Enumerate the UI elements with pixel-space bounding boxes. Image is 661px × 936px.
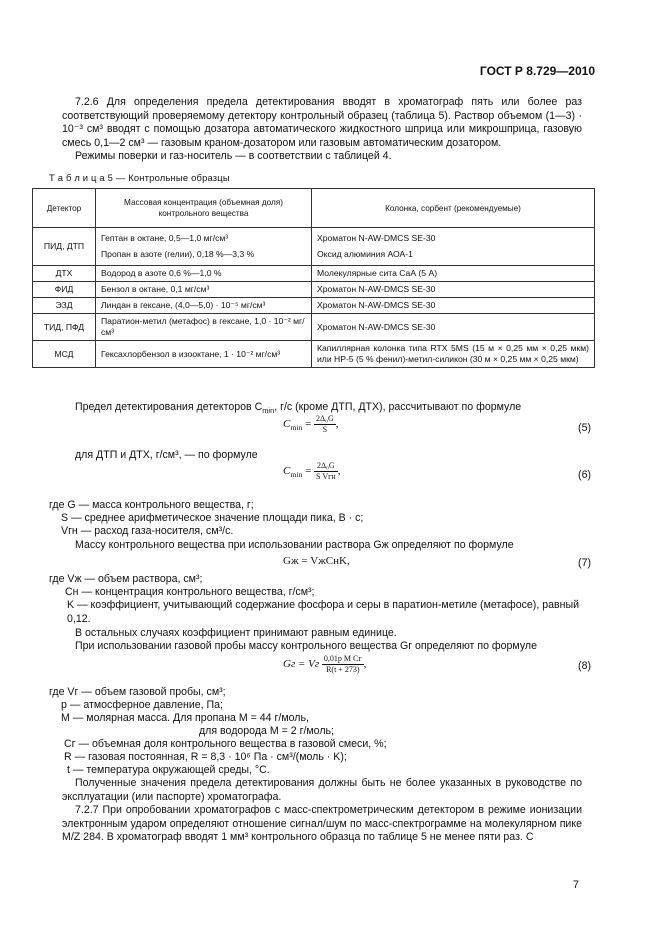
- table-header-cell: Колонка, сорбент (рекомендуемые): [312, 189, 595, 228]
- paragraph-gas: При использовании газовой пробы массу контрольного вещества Gг определяют по формуле: [75, 640, 537, 652]
- formula-lhs: Gг = Vг: [283, 658, 320, 671]
- paragraph-7-2-7: 7.2.7 При опробовании хроматографов с масс-спектрометрическим детектором в режиме ионизации электронным ударом определяют отношение сигнал/шум по масс-спектрограмме на молекулярном пике M/Z 284. В хроматограф вводят 1 мм³ контрольного образца по таблице 5 не менее пяти раз. С: [62, 804, 582, 843]
- where-item: R — газовая постоянная, R = 8,3 · 10⁶ Па · см³/(моль · K);: [64, 751, 347, 763]
- substance-cell: Гексахлорбензол в изооктане, 1 · 10⁻² мг/см³: [96, 341, 312, 368]
- where-item: для водорода M = 2 г/моль;: [199, 725, 334, 737]
- substance-line: Пропан в азоте (гелии), 0,18 %—3,3 %: [101, 249, 255, 259]
- substance-cell: Водород в азоте 0,6 %—1,0 %: [96, 266, 312, 282]
- substance-cell: [96, 228, 312, 266]
- substance-line: Гептан в октане, 0,5—1,0 мг/см³: [101, 233, 229, 243]
- table-header-cell: Массовая концентрация (объемная доля) контрольного вещества: [96, 189, 312, 228]
- paragraph-mass: Массу контрольного вещества при использовании раствора Gж определяют по формуле: [75, 539, 514, 551]
- formula-5: $C_{min}$ = $\frac{\text{2Δ₀G}}{S}$ ,: [283, 414, 339, 434]
- formula-lhs: C: [283, 418, 291, 431]
- where-item: S — среднее арифметическое значение площади пика, В · с;: [61, 512, 364, 524]
- equation-number-8: (8): [578, 660, 591, 672]
- paragraph-regimes: Режимы поверки и газ-носитель — в соответствии с таблицей 4.: [75, 150, 392, 162]
- table-header-row: [33, 189, 595, 228]
- detector-cell: ФИД: [33, 282, 96, 298]
- formula-lhs: C: [283, 465, 291, 478]
- column-cell: [312, 228, 595, 266]
- detector-cell: ДТХ: [33, 266, 96, 282]
- where-item: где Vг — объем газовой пробы, см³;: [49, 686, 226, 698]
- equation-number-5: (5): [578, 422, 591, 434]
- column-cell: Хроматон N-AW-DMCS SE-30: [312, 298, 595, 314]
- column-cell: Капиллярная колонка типа RTX 5MS (15 м × 0,25 мм × 0,25 мкм) или НР-5 (5 % фенил)-метил-силикон (30 м × 0,25 мм × 0,25 мкм): [312, 341, 595, 368]
- detector-cell: ПИД, ДТП: [33, 228, 96, 266]
- where-item: Vгн — расход газа-носителя, см³/с.: [61, 525, 234, 537]
- table-row: [33, 298, 595, 314]
- paragraph-other-cases: В остальных случаях коэффициент принимают равным единице.: [75, 627, 397, 639]
- denominator: S: [322, 425, 328, 434]
- column-cell: Хроматон N-AW-DMCS SE-30: [312, 314, 595, 341]
- subscript: min: [290, 470, 303, 480]
- column-line: Оксид алюминия АОА-1: [317, 249, 413, 259]
- column-cell: Хроматон N-AW-DMCS SE-30: [312, 282, 595, 298]
- numerator: 2Δ₀G: [314, 461, 338, 472]
- document-header: ГОСТ Р 8.729—2010: [479, 64, 595, 78]
- page-number: 7: [572, 879, 579, 891]
- table-caption: Т а б л и ц а 5 — Контрольные образцы: [49, 172, 230, 183]
- where-item: Cн — концентрация контрольного вещества, г/см³;: [65, 586, 315, 598]
- where-item: где Vж — объем раствора, см³;: [49, 573, 203, 585]
- denominator: R(t + 273): [326, 665, 360, 674]
- formula-6: $C_{min}$ = $\frac{\text{2Δ₀G}}{\text{S Vгн}}$ ,: [283, 461, 341, 481]
- numerator: 0,01p M Cг: [323, 654, 362, 663]
- paragraph-dtp: для ДТП и ДТХ, г/см³, — по формуле: [75, 449, 258, 461]
- subscript: min: [262, 406, 275, 416]
- numerator: 2Δ₀G: [316, 414, 334, 423]
- denominator: S Vгн: [316, 472, 336, 481]
- fraction: [314, 414, 336, 435]
- detector-cell: ЭЗД: [33, 298, 96, 314]
- paragraph-results: Полученные значения предела детектирования должны быть не более указанных в руководстве по эксплуатации (или паспорте) хроматографа.: [62, 777, 582, 803]
- table-row: [33, 266, 595, 282]
- detector-cell: МСД: [33, 341, 96, 368]
- fraction: [314, 461, 338, 482]
- equation-number-6: (6): [578, 469, 591, 481]
- column-line: Хроматон N-AW-DMCS SE-30: [317, 233, 436, 243]
- table-header-cell: Детектор: [33, 189, 96, 228]
- where-item: M — молярная масса. Для пропана M = 44 г/моль,: [61, 712, 309, 724]
- text: Предел детектирования детекторов C: [75, 401, 263, 413]
- fraction: [322, 654, 364, 675]
- table-row: [33, 228, 595, 266]
- where-item: t — температура окружающей среды, °С.: [67, 764, 270, 776]
- where-item: K — коэффициент, учитывающий содержание фосфора и серы в паратион-метиле (метафосе), равный 0,12.: [67, 599, 580, 625]
- substance-cell: Паратион-метил (метафос) в гексане, 1,0 · 10⁻² мг/см³: [96, 314, 312, 341]
- column-cell: Молекулярные сита СаА (5 А): [312, 266, 595, 282]
- table-row: [33, 282, 595, 298]
- formula-7: Gж = VжCнK,: [283, 555, 350, 567]
- table-row: [33, 341, 595, 368]
- equation-number-7: (7): [578, 557, 591, 569]
- where-item: где G — масса контрольного вещества, г;: [49, 499, 254, 511]
- text: , г/с (кроме ДТП, ДТХ), рассчитывают по формуле: [274, 401, 522, 413]
- where-item: Cг — объемная доля контрольного вещества в газовой смеси, %;: [64, 738, 387, 750]
- detector-cell: ТИД, ПФД: [33, 314, 96, 341]
- where-item: p — атмосферное давление, Па;: [61, 699, 223, 711]
- table-row: [33, 314, 595, 341]
- subscript: min: [290, 423, 303, 433]
- substance-cell: Линдан в гексане, (4,0—5,0) · 10⁻⁵ мг/см³: [96, 298, 312, 314]
- paragraph-7-2-6: 7.2.6 Для определения предела детектирования вводят в хроматограф пять или более раз соответствующий проверяемому детектору контрольный образец (таблица 5). Раствор объемом (1—3) · 10⁻³ см³ вводят с помощью дозатора автоматического жидкостного шприца или микрошприца, газовую смесь 0,1—2 см³ — газовым краном-дозатором или газовым автоматическим дозатором.: [62, 96, 582, 149]
- formula-8: Gг = Vг $\frac{\text{0,01p M Cг}}{R(t + 273)}$ ,: [283, 654, 367, 674]
- substance-cell: Бензол в октане, 0,1 мг/см³: [96, 282, 312, 298]
- control-samples-table: [32, 188, 595, 368]
